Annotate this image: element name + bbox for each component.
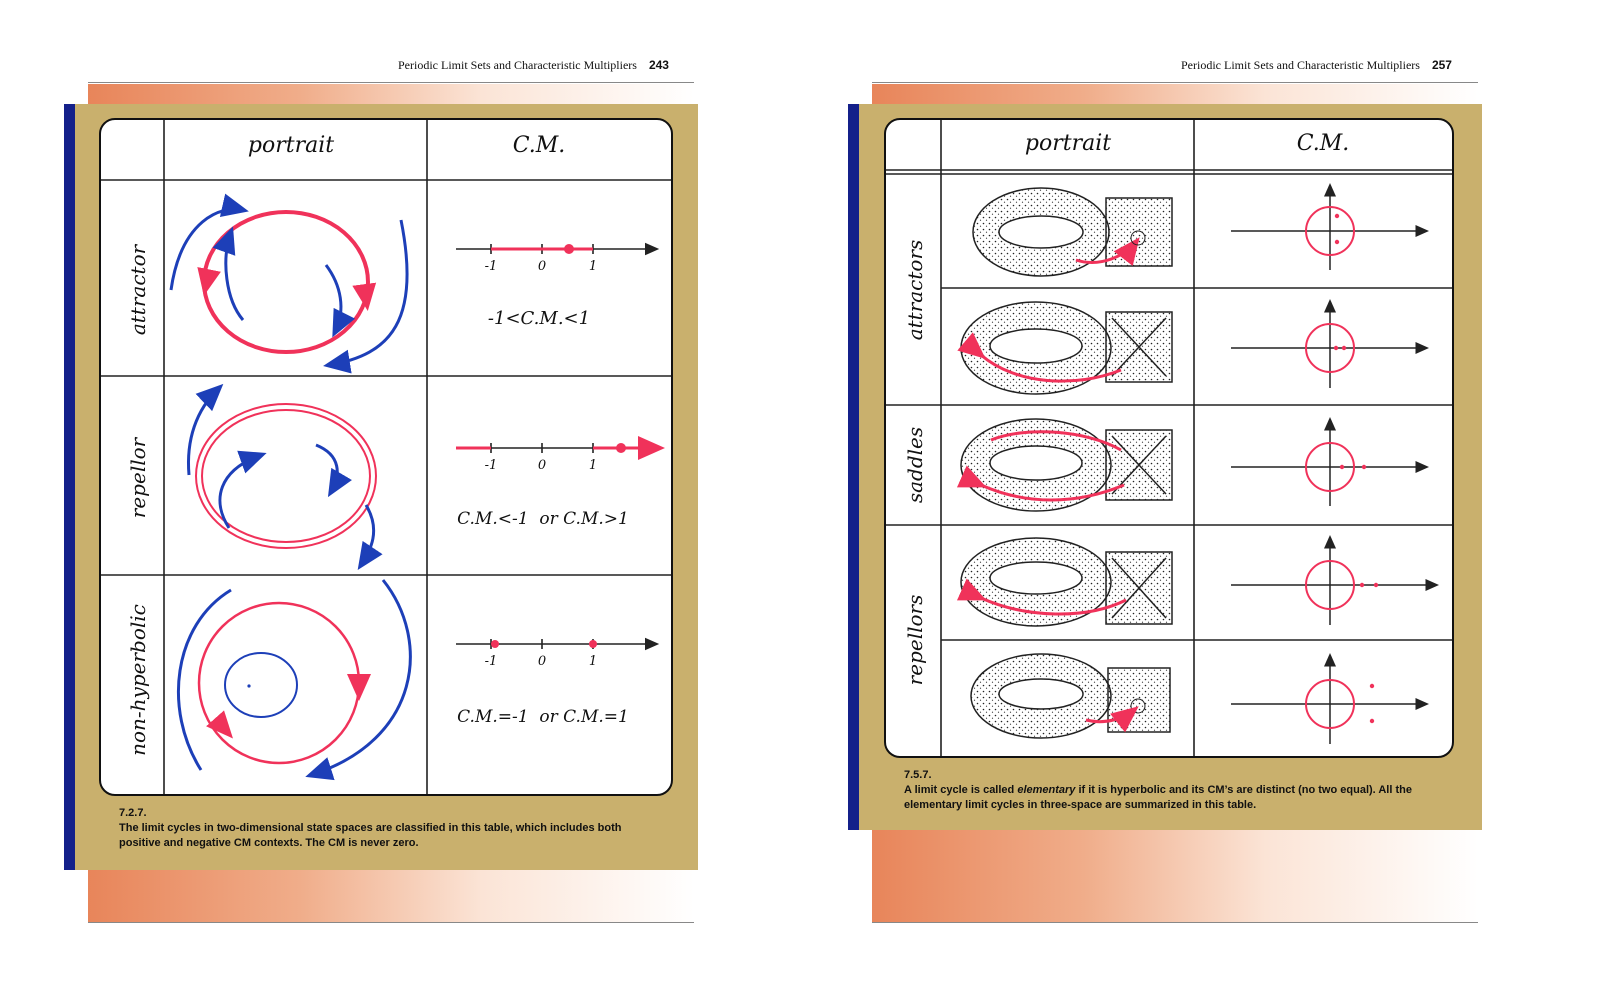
- page-number: 243: [648, 58, 669, 72]
- figure-caption-right: [904, 768, 1434, 813]
- margin-strip: [64, 104, 75, 870]
- classification-table: [99, 118, 673, 796]
- tick-0: 0: [537, 654, 547, 669]
- footer-gradient: [88, 870, 694, 922]
- caption-text: A limit cycle is called elementary if it is hyperbolic and its CM’s are distinct (no two equal). All the elementary limit cycles in three-space are summarized in this table.: [904, 784, 1412, 811]
- row-label-repellor: repellor: [126, 437, 150, 519]
- non-hyperbolic-condition: C.M.=-1 or C.M.=1: [457, 707, 629, 727]
- cm-diagram-4: [1231, 538, 1436, 625]
- cm-axis-non-hyperbolic: [456, 639, 656, 649]
- portrait-header: portrait: [247, 133, 335, 158]
- footer-rule: [88, 922, 694, 923]
- non-hyperbolic-portrait: [178, 580, 410, 775]
- margin-strip: [848, 104, 859, 830]
- cm-axis-repellor: [456, 443, 659, 453]
- group-label-repellors: repellors: [903, 594, 927, 686]
- tick-1: 1: [588, 259, 598, 274]
- attractor-condition: -1<C.M.<1: [487, 308, 591, 329]
- table-drawing: [101, 120, 671, 794]
- header-rule: [88, 82, 694, 83]
- table-grid: [101, 120, 671, 794]
- page-number: 257: [1431, 58, 1452, 72]
- tick-neg1: -1: [484, 458, 498, 473]
- cm-diagram-3: [1231, 420, 1426, 506]
- footer-rule: [872, 922, 1478, 923]
- torus-portrait-2: [961, 302, 1172, 394]
- elementary-cycles-table: [884, 118, 1454, 758]
- cm-diagram-1: [1231, 186, 1426, 270]
- tick-0: 0: [537, 458, 547, 473]
- torus-portrait-3: [961, 419, 1172, 511]
- torus-portrait-1: [973, 188, 1172, 276]
- group-label-attractors: attractors: [903, 239, 927, 341]
- running-head-left: [398, 58, 669, 73]
- running-head-title: Periodic Limit Sets and Characteristic Multipliers: [1181, 58, 1420, 72]
- header-gradient: [88, 84, 694, 106]
- figure-caption-left: [119, 806, 639, 851]
- right-page: [800, 0, 1600, 1000]
- running-head-title: Periodic Limit Sets and Characteristic Multipliers: [398, 58, 637, 72]
- cm-diagram-2: [1231, 302, 1426, 388]
- tick-neg1: -1: [484, 654, 498, 669]
- caption-emphasis: elementary: [1017, 784, 1076, 796]
- row-label-non-hyperbolic: non-hyperbolic: [126, 604, 150, 756]
- tick-neg1: -1: [484, 259, 498, 274]
- cm-header: C.M.: [1296, 131, 1350, 156]
- torus-portrait-5: [971, 654, 1170, 738]
- row-label-attractor: attractor: [126, 244, 150, 336]
- repellor-condition: C.M.<-1 or C.M.>1: [457, 509, 629, 529]
- caption-id: 7.5.7.: [904, 769, 932, 781]
- header-gradient: [872, 84, 1478, 106]
- tick-1: 1: [588, 458, 598, 473]
- tick-0: 0: [537, 259, 547, 274]
- footer-gradient: [872, 830, 1478, 922]
- cm-axis-attractor: [456, 244, 656, 254]
- attractor-portrait: [171, 209, 407, 365]
- group-label-saddles: saddles: [903, 426, 927, 504]
- portrait-header: portrait: [1024, 131, 1112, 156]
- header-rule: [872, 82, 1478, 83]
- torus-portrait-4: [961, 538, 1172, 626]
- tick-1: 1: [588, 654, 598, 669]
- caption-text: The limit cycles in two-dimensional state spaces are classified in this table, which includes both positive and negative CM contexts. The CM is never zero.: [119, 822, 622, 849]
- cm-diagram-5: [1231, 656, 1426, 744]
- table-drawing: [886, 120, 1452, 756]
- repellor-portrait: [188, 388, 376, 565]
- cm-header: C.M.: [512, 133, 566, 158]
- running-head-right: [1181, 58, 1452, 73]
- caption-id: 7.2.7.: [119, 807, 147, 819]
